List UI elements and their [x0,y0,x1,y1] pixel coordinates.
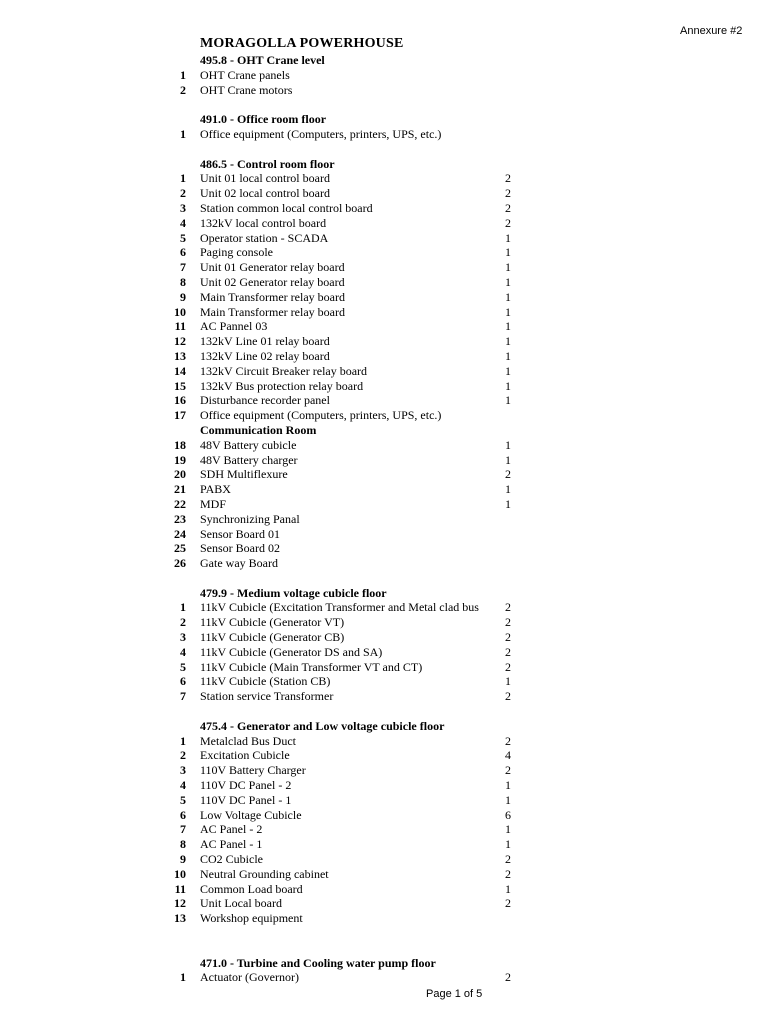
equipment-row [0,245,768,260]
item-number: 20 [174,467,186,482]
equipment-row [0,438,768,453]
equipment-row [0,689,768,704]
equipment-row [0,512,768,527]
item-quantity: 1 [505,348,511,363]
item-description: Excitation Cubicle [200,748,290,763]
annexure-label: Annexure #2 [680,25,743,37]
item-quantity: 2 [505,467,511,482]
equipment-list [0,53,768,985]
section-heading [0,586,768,601]
item-number: 4 [180,215,186,230]
item-quantity: 1 [505,437,511,452]
item-quantity: 2 [505,171,511,186]
item-quantity: 2 [505,644,511,659]
item-description: 11kV Cubicle (Excitation Transformer and Metal clad bus [200,600,479,615]
item-description: Metalclad Bus Duct [200,733,296,748]
item-description: Station service Transformer [200,689,334,704]
section-heading [0,112,768,127]
item-description: Office equipment (Computers, printers, UPS, etc.) [200,126,442,141]
item-quantity: 1 [505,334,511,349]
item-quantity: 2 [505,970,511,985]
equipment-row [0,201,768,216]
spacer [0,926,768,941]
item-quantity: 1 [505,260,511,275]
item-number: 1 [180,126,186,141]
item-number: 16 [174,393,186,408]
item-number: 9 [180,289,186,304]
equipment-row [0,83,768,98]
item-quantity: 1 [505,778,511,793]
item-number: 5 [180,792,186,807]
equipment-row [0,453,768,468]
item-description: 132kV Line 02 relay board [200,348,330,363]
equipment-row [0,171,768,186]
item-quantity: 2 [505,630,511,645]
item-number: 6 [180,245,186,260]
section-heading-text: 475.4 - Generator and Low voltage cubicle floor [200,718,445,733]
item-description: Common Load board [200,881,303,896]
equipment-row [0,319,768,334]
item-quantity: 2 [505,615,511,630]
item-quantity: 1 [505,245,511,260]
item-number: 1 [180,600,186,615]
item-number: 10 [174,866,186,881]
section-heading [0,423,768,438]
equipment-row [0,290,768,305]
item-description: 11kV Cubicle (Main Transformer VT and CT) [200,659,423,674]
item-description: Station common local control board [200,200,373,215]
item-description: OHT Crane motors [200,82,293,97]
document-title: MORAGOLLA POWERHOUSE [200,36,404,51]
item-number: 1 [180,733,186,748]
item-description: Main Transformer relay board [200,304,345,319]
item-quantity: 1 [505,452,511,467]
equipment-row [0,527,768,542]
section-heading [0,956,768,971]
item-number: 12 [174,896,186,911]
item-quantity: 1 [505,378,511,393]
item-description: 132kV Line 01 relay board [200,334,330,349]
equipment-row [0,763,768,778]
spacer [0,142,768,157]
item-number: 6 [180,807,186,822]
item-quantity: 1 [505,496,511,511]
item-number: 3 [180,200,186,215]
item-quantity: 2 [505,215,511,230]
equipment-row [0,556,768,571]
equipment-row [0,497,768,512]
section-heading-text: Communication Room [200,422,317,437]
item-number: 8 [180,274,186,289]
equipment-row [0,615,768,630]
item-number: 9 [180,852,186,867]
item-quantity: 2 [505,186,511,201]
equipment-row [0,970,768,985]
section-heading [0,719,768,734]
item-quantity: 1 [505,482,511,497]
page-number: Page 1 of 5 [426,988,483,1000]
item-number: 8 [180,837,186,852]
item-number: 14 [174,363,186,378]
item-quantity: 2 [505,659,511,674]
item-number: 3 [180,763,186,778]
equipment-row [0,748,768,763]
equipment-row [0,364,768,379]
equipment-row [0,911,768,926]
item-number: 25 [174,541,186,556]
item-number: 1 [180,970,186,985]
section-heading-text: 471.0 - Turbine and Cooling water pump floor [200,955,436,970]
equipment-row [0,674,768,689]
item-description: 132kV Circuit Breaker relay board [200,363,368,378]
item-number: 26 [174,556,186,571]
item-quantity: 1 [505,792,511,807]
equipment-row [0,660,768,675]
item-quantity: 2 [505,763,511,778]
equipment-row [0,260,768,275]
item-number: 6 [180,674,186,689]
equipment-row [0,778,768,793]
item-number: 12 [174,334,186,349]
spacer [0,704,768,719]
item-description: Paging console [200,245,273,260]
spacer [0,97,768,112]
item-number: 2 [180,615,186,630]
item-number: 13 [174,348,186,363]
section-heading-text: 495.8 - OHT Crane level [200,53,325,67]
item-description: 11kV Cubicle (Station CB) [200,674,331,689]
equipment-row [0,541,768,556]
item-description: Sensor Board 02 [200,541,280,556]
equipment-row [0,231,768,246]
spacer [0,571,768,586]
item-number: 11 [174,319,186,334]
item-quantity: 2 [505,896,511,911]
equipment-row [0,305,768,320]
section-heading-text: 479.9 - Medium voltage cubicle floor [200,585,387,600]
item-description: AC Panel - 2 [200,822,263,837]
equipment-row [0,645,768,660]
item-number: 5 [180,230,186,245]
item-description: Unit Local board [200,896,282,911]
item-quantity: 2 [505,866,511,881]
equipment-row [0,482,768,497]
equipment-row [0,837,768,852]
item-quantity: 2 [505,852,511,867]
item-description: Low Voltage Cubicle [200,807,302,822]
item-quantity: 1 [505,674,511,689]
item-description: Office equipment (Computers, printers, UPS, etc.) [200,408,442,423]
item-description: Operator station - SCADA [200,230,329,245]
equipment-row [0,393,768,408]
section-heading-text: 491.0 - Office room floor [200,112,327,127]
item-quantity: 1 [505,289,511,304]
item-quantity: 4 [505,748,511,763]
item-description: Unit 01 local control board [200,171,330,186]
item-quantity: 1 [505,881,511,896]
item-description: Gate way Board [200,556,278,571]
item-description: 110V Battery Charger [200,763,306,778]
equipment-row [0,852,768,867]
item-description: OHT Crane panels [200,67,290,82]
item-description: AC Pannel 03 [200,319,268,334]
item-number: 1 [180,171,186,186]
item-description: AC Panel - 1 [200,837,263,852]
item-description: 132kV local control board [200,215,327,230]
item-number: 2 [180,186,186,201]
item-number: 7 [180,260,186,275]
section-heading [0,53,768,68]
item-number: 7 [180,689,186,704]
item-description: SDH Multiflexure [200,467,288,482]
item-number: 17 [174,408,186,423]
equipment-row [0,349,768,364]
item-quantity: 1 [505,304,511,319]
item-quantity: 1 [505,363,511,378]
item-quantity: 2 [505,200,511,215]
item-description: PABX [200,482,231,497]
equipment-row [0,379,768,394]
item-description: CO2 Cubicle [200,852,263,867]
item-number: 21 [174,482,186,497]
item-description: 11kV Cubicle (Generator CB) [200,630,345,645]
spacer [0,941,768,956]
item-description: Actuator (Governor) [200,970,299,985]
item-quantity: 1 [505,822,511,837]
item-quantity: 1 [505,319,511,334]
item-description: 110V DC Panel - 2 [200,778,292,793]
equipment-row [0,867,768,882]
equipment-row [0,408,768,423]
item-description: Sensor Board 01 [200,526,280,541]
item-description: 48V Battery cubicle [200,437,297,452]
item-description: Synchronizing Panal [200,511,300,526]
equipment-row [0,808,768,823]
equipment-row [0,127,768,142]
item-quantity: 1 [505,393,511,408]
item-description: Unit 01 Generator relay board [200,260,345,275]
item-description: Main Transformer relay board [200,289,345,304]
item-number: 24 [174,526,186,541]
item-number: 4 [180,778,186,793]
item-description: Unit 02 local control board [200,186,330,201]
equipment-row [0,896,768,911]
item-number: 22 [174,496,186,511]
item-quantity: 2 [505,600,511,615]
item-number: 18 [174,437,186,452]
item-number: 23 [174,511,186,526]
item-number: 4 [180,644,186,659]
section-heading [0,157,768,172]
item-description: 110V DC Panel - 1 [200,792,292,807]
equipment-row [0,882,768,897]
item-quantity: 6 [505,807,511,822]
item-number: 5 [180,659,186,674]
item-number: 3 [180,630,186,645]
equipment-row [0,216,768,231]
item-number: 7 [180,822,186,837]
item-number: 13 [174,911,186,926]
item-description: MDF [200,496,227,511]
section-heading-text: 486.5 - Control room floor [200,156,335,171]
equipment-row [0,68,768,83]
item-number: 19 [174,452,186,467]
item-description: 11kV Cubicle (Generator DS and SA) [200,644,383,659]
item-quantity: 1 [505,230,511,245]
item-description: Workshop equipment [200,911,303,926]
equipment-row [0,793,768,808]
equipment-row [0,600,768,615]
item-description: Unit 02 Generator relay board [200,274,345,289]
equipment-row [0,734,768,749]
equipment-row [0,334,768,349]
item-quantity: 1 [505,274,511,289]
equipment-row [0,467,768,482]
item-quantity: 1 [505,837,511,852]
item-description: 48V Battery charger [200,452,298,467]
item-description: Neutral Grounding cabinet [200,866,329,881]
item-number: 15 [174,378,186,393]
item-number: 2 [180,748,186,763]
item-number: 1 [180,67,186,82]
item-number: 10 [174,304,186,319]
equipment-row [0,822,768,837]
item-quantity: 2 [505,733,511,748]
item-description: Disturbance recorder panel [200,393,330,408]
item-number: 11 [174,881,186,896]
item-description: 11kV Cubicle (Generator VT) [200,615,345,630]
equipment-row [0,275,768,290]
item-number: 2 [180,82,186,97]
item-description: 132kV Bus protection relay board [200,378,364,393]
equipment-row [0,186,768,201]
item-quantity: 2 [505,689,511,704]
equipment-row [0,630,768,645]
